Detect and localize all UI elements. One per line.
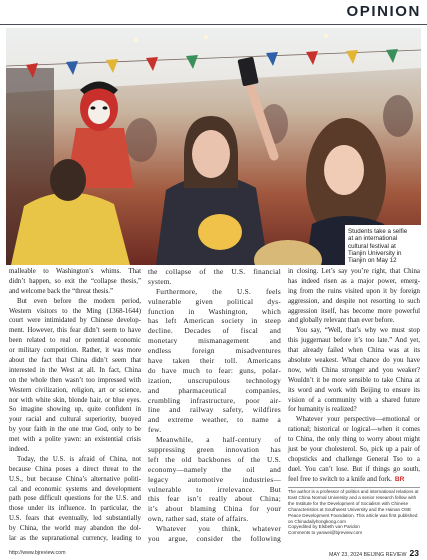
body-text-line: for humanity is realized? <box>288 406 357 414</box>
footer-issue-info <box>329 546 419 560</box>
crowd-person <box>383 95 413 137</box>
article-column-1 <box>9 267 141 544</box>
body-text-line: vision of a community with a shared future <box>288 396 420 404</box>
body-text-line: line and railway safety, wildfires <box>148 405 281 415</box>
body-text-line: cal and economic systems and development <box>9 485 141 493</box>
body-text-line: nor with white skin, blonde hair, or blue eyes. <box>9 396 141 404</box>
body-text-line: economy—namely the oil and <box>148 464 281 474</box>
body-text-line: system. <box>148 276 172 286</box>
body-text-line: indeed. <box>9 446 30 454</box>
body-text-line: Meanwhile, a half-century of <box>156 435 281 445</box>
body-text-line: on the whole then wasn’t too impressed with <box>9 376 141 384</box>
body-text-line: do have much to fear: guns, polar- <box>148 365 281 375</box>
body-text-line: because China poses a direct threat to the <box>9 465 141 473</box>
body-text-line: now, with China stronger and you weaker? <box>288 366 420 374</box>
body-text-line: ing from the ruins visited upon it by foreign <box>288 287 420 295</box>
body-text-line: that already failed when China was at its <box>288 347 420 355</box>
body-text-line: has left American society in steep <box>148 316 281 326</box>
body-text-line: vulnerable given political dys- <box>148 296 281 306</box>
body-text-line: You say, “Well, that’s why we must stop <box>296 327 420 335</box>
body-text-line: ization, unscrupulous technology <box>148 375 281 385</box>
body-text-line: rational; historical or logical—when it comes <box>288 426 420 434</box>
body-text-line: U.S. fears that eventually, led substantially <box>9 515 141 523</box>
body-text-line: have taken their toll. Americans <box>148 356 281 366</box>
body-text-line: by your faith in the one true God, only to be <box>9 426 141 434</box>
body-text-line: met with a polite yawn: an existential crisis <box>9 436 141 444</box>
body-text-line: in closing. Let’s say you’re right, that China <box>288 268 420 275</box>
body-text-line: endless foreign misadventures <box>148 346 281 356</box>
body-text-line: it’s about blaming China for your <box>148 504 281 514</box>
body-text-line: this fear isn’t really about China; <box>148 494 281 504</box>
student-face-right <box>324 145 364 195</box>
body-text-line: about the fact that China didn’t seem that <box>9 357 141 365</box>
body-text-line: court were intimidated by Chinese develop- <box>9 317 141 325</box>
string-light <box>324 34 328 38</box>
article-column-2 <box>148 267 281 544</box>
header-rule <box>0 24 427 25</box>
body-text-line: Western civilization, religion, art or science, <box>9 386 141 394</box>
body-text-line: been related to real or potential economic <box>9 337 141 345</box>
copyeditor-credit: Copyedited by Elsbeth van Paridon <box>288 524 360 530</box>
body-text-line: by China, the world may abandon the dol- <box>9 525 141 533</box>
end-mark: BR <box>394 475 405 483</box>
body-text-line: feel free to switch to a knife and fork. <box>288 475 392 483</box>
caption-line: Tianjin University in <box>348 249 402 257</box>
body-text-line: this juggernaut before it’s too late.” And yet, <box>288 337 420 345</box>
body-text-line: and globally relevant than ever before. <box>288 317 395 325</box>
section-title: OPINION <box>346 3 421 20</box>
body-text-line: and extreme weather, to name a <box>148 415 281 425</box>
string-light <box>204 35 208 39</box>
body-text-line: absolute weakest. What chance do you have <box>288 357 420 365</box>
body-text-line: decline. Decades of fiscal and <box>148 326 281 336</box>
caption-line: at an international <box>348 235 398 243</box>
caption-line: cultural festival at <box>348 242 396 250</box>
body-text-line: aggression, and despite not resorting to such <box>288 297 420 305</box>
string-light <box>134 38 138 42</box>
body-text-line: Whatever you think, whatever <box>156 524 281 534</box>
author-note <box>288 489 420 536</box>
student-yellow-jacket <box>11 192 130 265</box>
page-number: 23 <box>409 548 419 558</box>
body-text-line: own, rather sad, state of affairs. <box>148 514 249 524</box>
body-text-line: lar as the supranational currency, leading to <box>9 535 141 543</box>
body-text-line: crumbling infrastructure, poor air- <box>148 395 281 405</box>
article-column-3 <box>288 267 420 485</box>
body-text-line: just be your cholesterol. So, pick up a pair of <box>288 446 420 454</box>
body-text-line: Today, the U.S. is afraid of China, not <box>17 455 141 463</box>
body-text-line: you argue, consider the following <box>148 534 281 544</box>
body-text-line: duel. You can’t lose. But if things go south, <box>288 465 420 473</box>
body-text-line: function in Washington, which <box>148 306 281 316</box>
body-text-line: left the old backbones of the U.S. <box>148 454 281 464</box>
photo-caption <box>345 225 421 268</box>
body-text-line: those under its influence. In particular, the <box>9 505 141 513</box>
body-text-line: ment. However, this fear didn’t seem to have <box>9 327 141 335</box>
body-text-line: interested in the West at all. In fact, China <box>9 366 141 374</box>
body-text-line: But even before the modern period, <box>17 297 141 305</box>
body-text-line: malleable to Washington’s whims. That <box>9 268 141 275</box>
body-text-line: U.S., but because China’s alternative politi- <box>9 475 141 483</box>
puppet-eye <box>103 106 108 109</box>
body-text-line: path pose difficult questions for the U.S. and <box>9 495 141 503</box>
body-text-line: few. <box>148 425 162 435</box>
issue-date-publication: MAY 23, 2024 BEIJING REVIEW <box>329 552 407 558</box>
student-face-center <box>192 130 230 178</box>
caption-line: Students take a selfie <box>348 228 408 235</box>
toy-puppet <box>198 214 242 250</box>
caption-line: Tianjin on May 12 <box>348 257 397 265</box>
author-note-rule <box>288 487 420 488</box>
body-text-line: or military competition. Rather, it was more <box>9 347 141 355</box>
comments-contact: Comments to yanwei@bjreview.com <box>288 530 363 536</box>
body-text-line: and pharmaceutical companies, <box>148 385 281 395</box>
body-text-line: Western visitors to the Ming (1368-1644) <box>9 307 141 315</box>
body-text-line: Furthermore, the U.S. feels <box>156 286 281 296</box>
body-text-line: So imagine showing up, quite confident in <box>9 406 141 414</box>
body-text-line: didn’t happen, so exit the “collapse thesis,” <box>9 277 141 285</box>
body-text-line: has indeed risen as a major power, emerg- <box>288 277 420 285</box>
footer-url: http://www.bjreview.com <box>9 550 66 556</box>
puppet-mask-white-patch <box>88 100 110 124</box>
final-text-line <box>288 475 420 485</box>
body-text-line: legacy automotive industries— <box>148 474 281 484</box>
body-text-line: and welcome back the “threat thesis.” <box>9 287 114 295</box>
body-text-line: the collapse of the U.S. financial <box>148 267 281 276</box>
body-text-line: its word and work with Beijing to ensure its <box>288 386 420 394</box>
author-bio: The author is a professor of politics and international relations at East China Normal University and a senior research fellow with the Institute for the Development of Socialism with Chinese Characteristics at Southwest University and the Hainan OSE Peace Development Foundation. This article was first published on Chinadailyhongkong.com <box>288 489 419 524</box>
body-text-line: vulnerable to irrelevance. But <box>148 484 281 494</box>
body-text-line: Wouldn’t it be more sensible to take China at <box>288 376 420 384</box>
body-text-line: suppressing green innovation has <box>148 445 281 455</box>
body-text-line: Whatever your perspective—emotional or <box>296 416 420 424</box>
body-text-line: aggression itself, has become more powerful <box>288 307 420 315</box>
body-text-line: monetary mismanagement and <box>148 336 281 346</box>
body-text-line: your racial and cultural superiority, buoyed <box>9 416 141 424</box>
body-text-line: to China, the only thing to worry about might <box>288 436 420 444</box>
crowd-person <box>125 118 157 162</box>
student-dark-hair <box>50 159 86 201</box>
puppet-eye <box>91 106 96 109</box>
body-text-line: chopsticks and challenge General Tso to a <box>288 455 420 463</box>
